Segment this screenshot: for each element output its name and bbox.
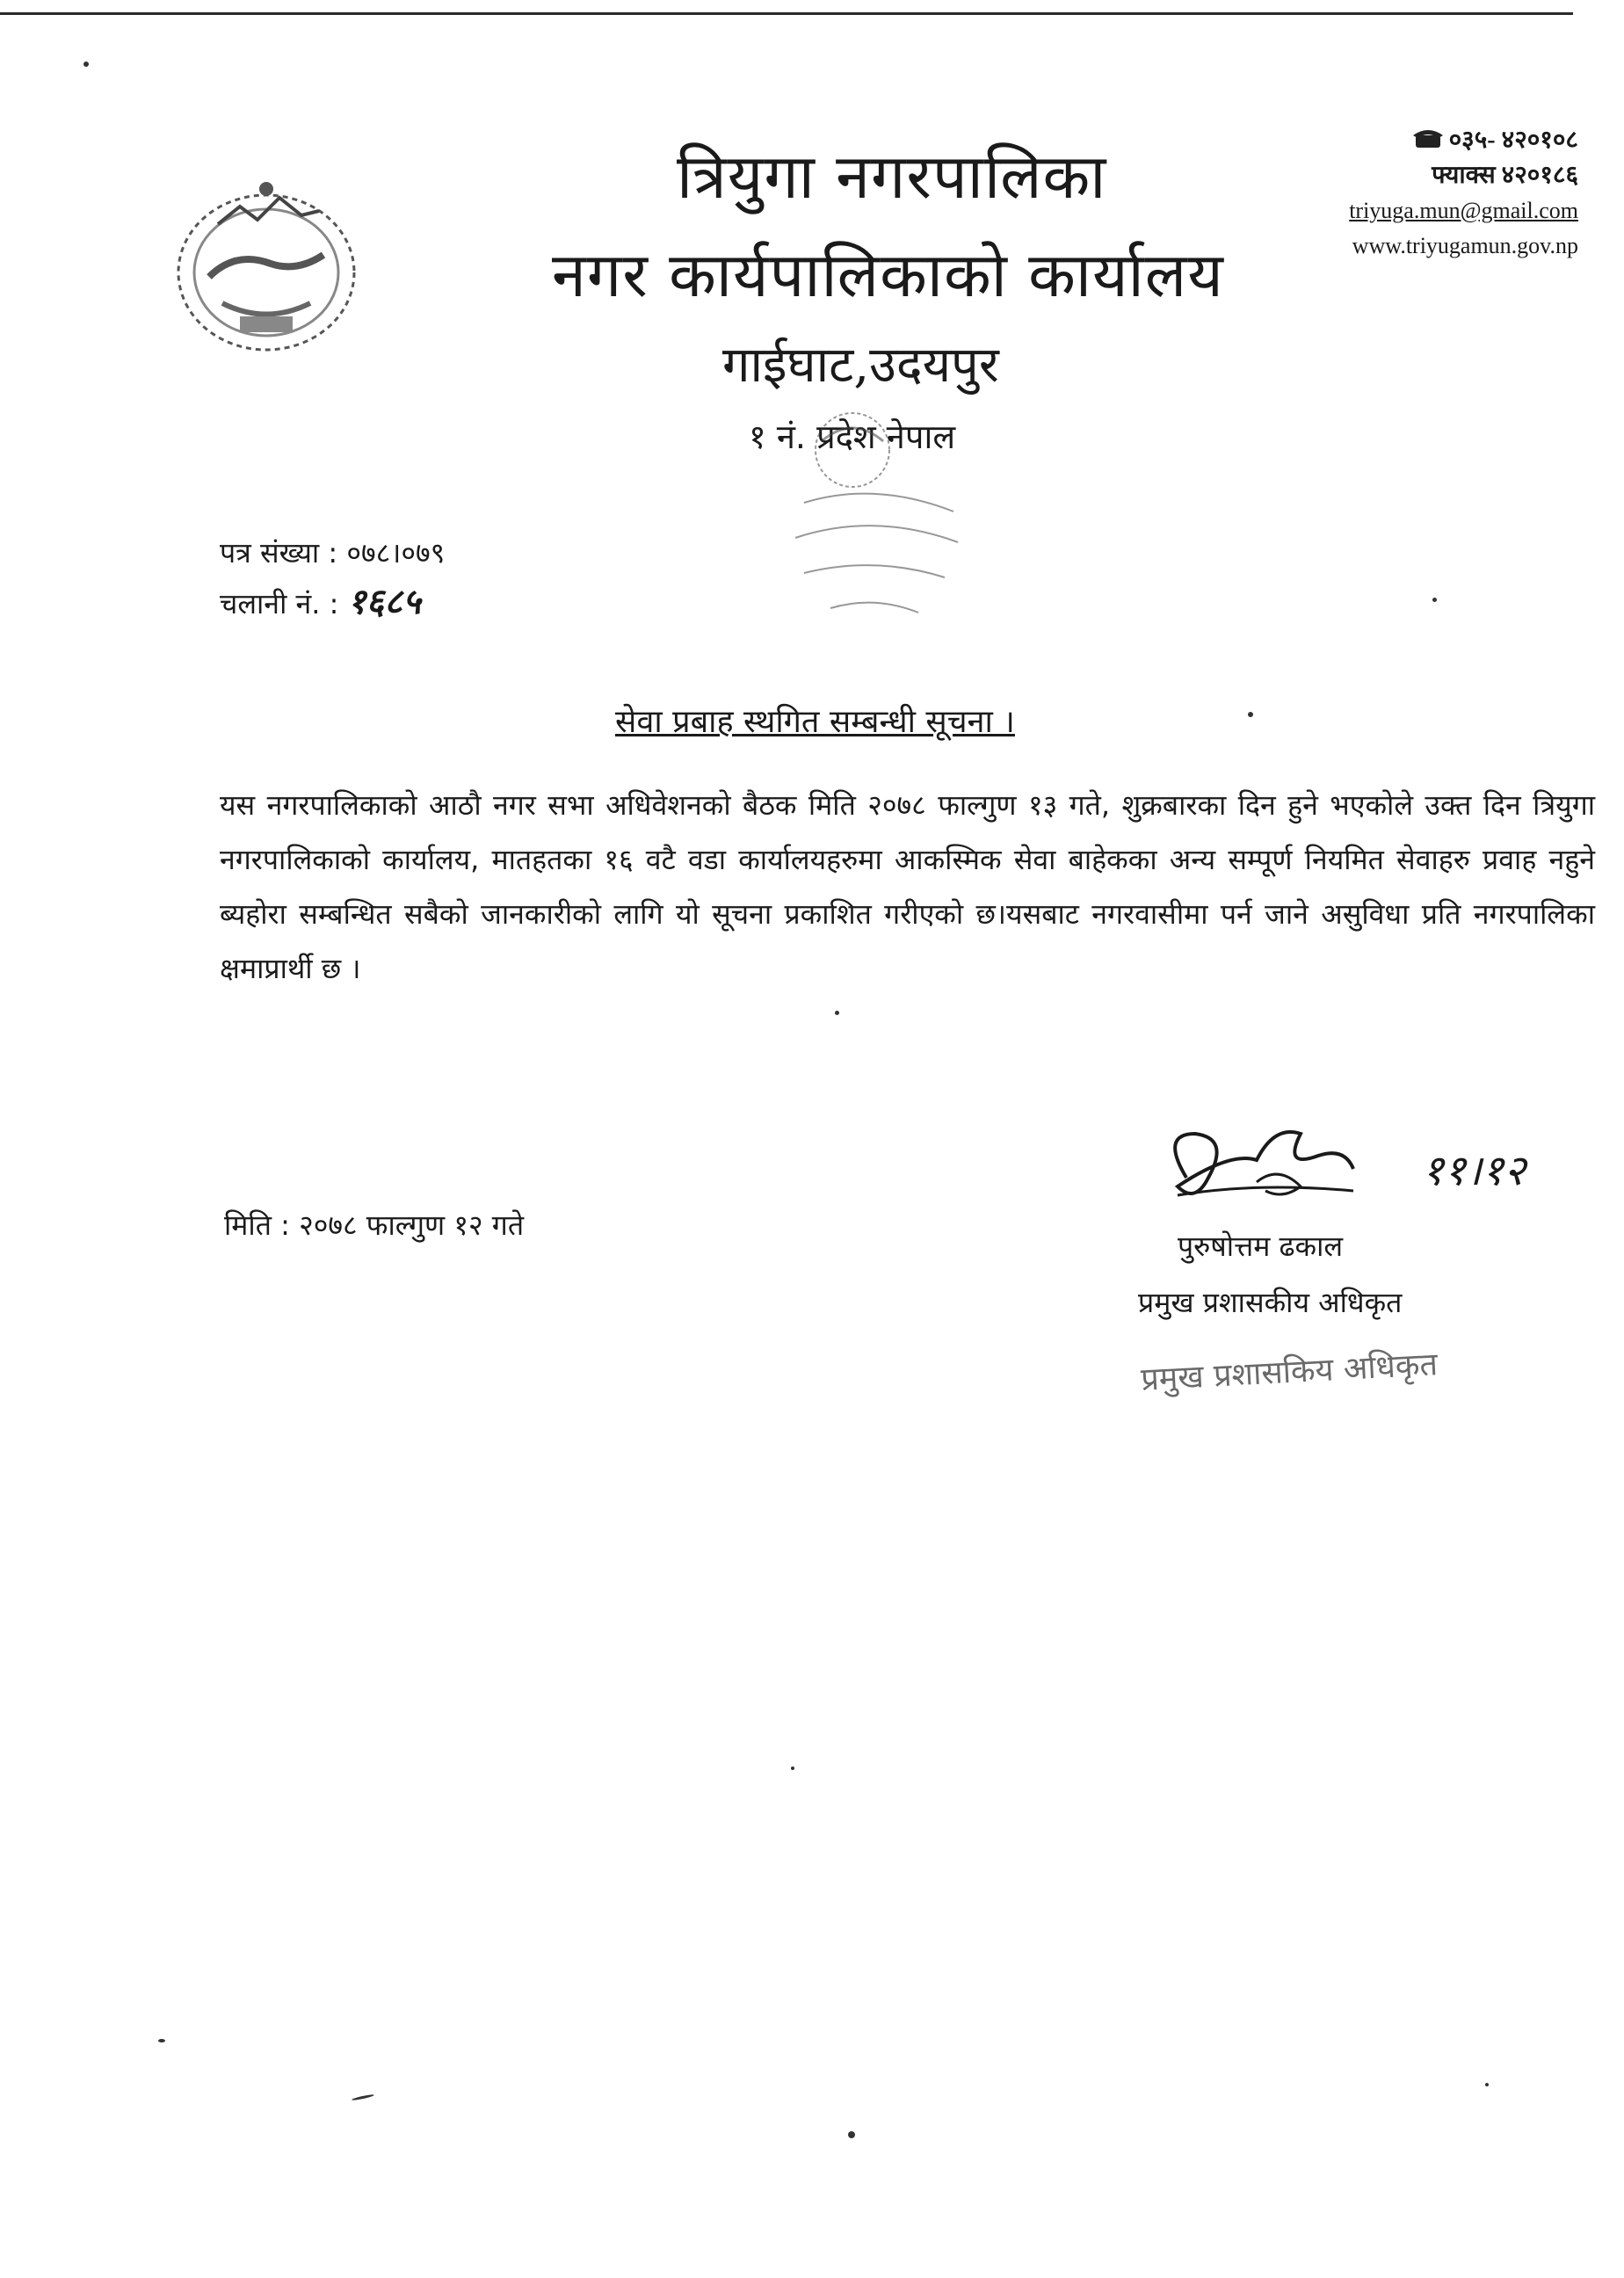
office-address: गाईघाट,उदयपुर [722,337,999,394]
scan-speck [848,2131,855,2138]
phone-row [1349,123,1578,158]
dispatch-number-row [220,577,445,628]
reference-block [220,529,445,628]
office-province: १ नं. प्रदेश नेपाल [749,417,956,456]
dispatch-number-value: १६८५ [347,581,421,622]
scan-speck [791,1767,794,1770]
nepal-emblem-icon [156,171,376,365]
top-border-line [0,12,1573,15]
notice-date: मिति : २०७८ फाल्गुण १२ गते [224,1208,525,1242]
scan-speck [83,62,89,67]
notice-body: यस नगरपालिकाको आठौ नगर सभा अधिवेशनको बैठक मिति २०७८ फाल्गुण १३ गते, शुक्रबारका दिन हुने भएकोले उक्त दिन त्रियुगा नगरपालिकाको कार्यालय, मातहतका १६ वटै वडा कार्यालयहरुमा आकस्मिक सेवा बाहेकका अन्य सम्पूर्ण नियमित सेवाहरु प्रवाह नहुने ब्यहोरा सम्बन्धित सबैको जानकारीको लागि यो सूचना प्रकाशित गरीएको छ।यसबाट नगरवासीमा पर्न जाने असुविधा प्रति नगरपालिका क्षमाप्रार्थी छ । [220,788,1595,985]
fax-number: फ्याक्स ४२०१८६ [1432,162,1578,189]
officer-name: पुरुषोत्तम ढकाल [1178,1230,1344,1263]
dispatch-number-label: चलानी नं. : [220,587,339,620]
contact-block [1349,123,1578,264]
letter-number: पत्र संख्या : ०७८।०७९ [220,536,446,570]
scan-speck [1485,2083,1489,2086]
office-name-line2: नगर कार्यपालिकाको कार्यालय [552,239,1224,311]
office-stamp [769,397,980,643]
office-name-line1: त्रियुगा नगरपालिका [677,141,1107,213]
officer-title-stamp: प्रमुख प्रशासकिय अधिकृत [1140,1346,1439,1398]
scan-speck [1248,712,1253,717]
officer-title: प्रमुख प्रशासकीय अधिकृत [1138,1286,1403,1319]
signature-date-number: ११।१२ [1422,1146,1526,1195]
scan-speck [1432,598,1437,602]
email-link[interactable]: triyuga.mun@gmail.com [1349,198,1578,223]
phone-number: ०३५- ४२०१०८ [1448,127,1578,154]
telephone-icon [1412,128,1444,149]
scan-speck [352,2093,374,2100]
website-link[interactable]: www.triyugamun.gov.np [1352,233,1578,258]
scan-speck [158,2039,165,2042]
scan-speck [835,1011,839,1015]
notice-subject: सेवा प्रबाह स्थगित सम्बन्धी सूचना । [615,704,1015,740]
